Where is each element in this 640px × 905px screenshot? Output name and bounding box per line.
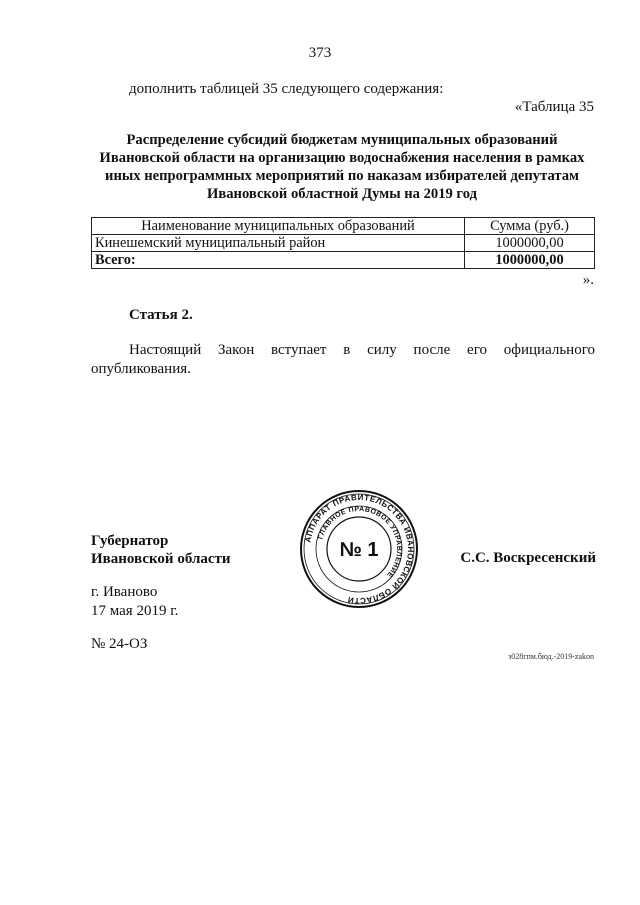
subsidy-table [91, 217, 595, 269]
table-header-row [92, 218, 595, 235]
closing-quote: ». [582, 272, 594, 288]
heading-line: иных непрограммных мероприятий по наказам избирателей депутатам [105, 168, 579, 184]
heading-line: Распределение субсидий бюджетам муниципальных образований [126, 132, 558, 148]
signatory-title-line: Ивановской области [91, 551, 231, 567]
signatory-title [91, 532, 231, 568]
table-heading [88, 131, 596, 203]
article-body: Настоящий Закон вступает в силу после его официального опубликования. [91, 342, 595, 377]
subsidy-sum: 1000000,00 [465, 235, 595, 252]
total-sum: 1000000,00 [465, 252, 595, 269]
date: 17 мая 2019 г. [91, 602, 179, 619]
table-total-row [92, 252, 595, 269]
article-title: Статья 2. [129, 307, 193, 323]
stamp-inner-text: ГЛАВНОЕ ПРАВОВОЕ УПРАВЛЕНИЕ [317, 505, 403, 579]
signatory-title-line: Губернатор [91, 533, 169, 549]
place-and-date [91, 583, 178, 620]
page-number: 373 [308, 45, 332, 61]
table-row [92, 235, 595, 252]
column-header-sum: Сумма (руб.) [465, 218, 595, 235]
table-reference: «Таблица 35 [514, 99, 594, 115]
signatory-name: С.С. Воскресенский [460, 550, 596, 566]
file-code: з028гпм.бюд.-2019-zakon [508, 652, 594, 661]
stamp-outer-text: АППАРАТ ПРАВИТЕЛЬСТВА ИВАНОВСКОЙ ОБЛАСТИ [303, 492, 416, 606]
city: г. Иваново [91, 584, 158, 600]
total-label: Всего: [92, 252, 465, 269]
heading-line: Ивановской области на организацию водоснабжения населения в рамках [99, 150, 585, 166]
law-number: № 24-ОЗ [91, 636, 148, 652]
heading-line: Ивановской областной Думы на 2019 год [207, 186, 477, 202]
municipality-name: Кинешемский муниципальный район [92, 235, 465, 252]
stamp-number: № 1 [339, 539, 379, 561]
official-stamp [299, 489, 419, 609]
column-header-name: Наименование муниципальных образований [92, 218, 465, 235]
intro-text: дополнить таблицей 35 следующего содержания: [129, 81, 444, 97]
